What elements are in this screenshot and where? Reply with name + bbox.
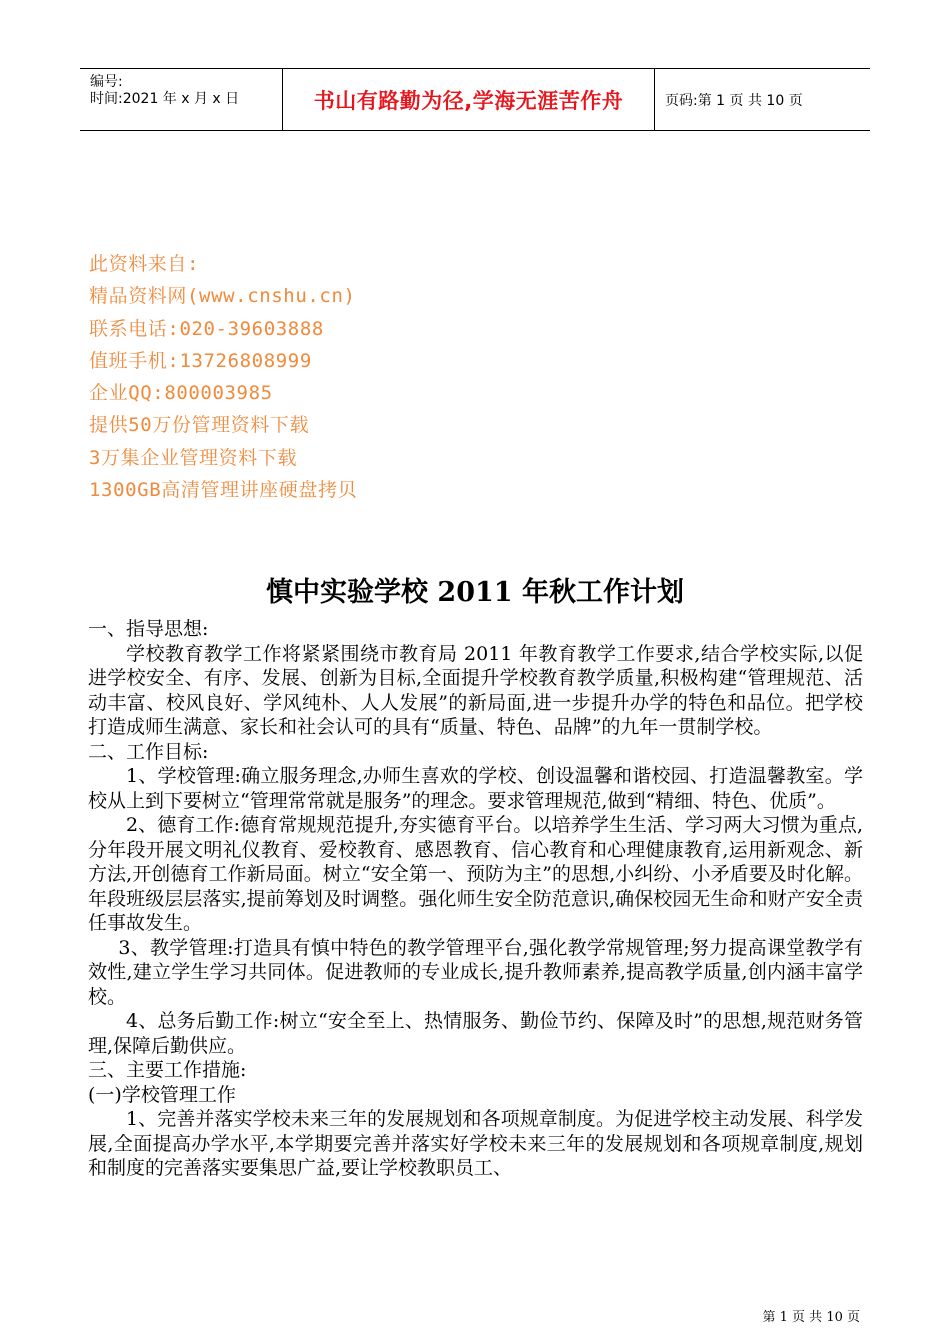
source-line: 3万集企业管理资料下载 <box>89 446 298 469</box>
source-line: 精品资料网(www.cnshu.cn) <box>89 285 356 308</box>
source-line: 值班手机:13726808999 <box>89 349 312 372</box>
document-title: 慎中实验学校 2011 年秋工作计划 <box>266 577 684 608</box>
source-line: 提供50万份管理资料下载 <box>89 414 310 437</box>
document-body <box>88 617 863 1181</box>
header-motto <box>282 69 655 130</box>
time-label: 时间:2021 年 x 月 x 日 <box>90 91 240 107</box>
page-footer: 第 1 页 共 10 页 <box>762 1310 860 1325</box>
paragraph: 学校教育教学工作将紧紧围绕市教育局 2011 年教育教学工作要求,结合学校实际,以促进学校安全、有序、发展、创新为目标,全面提升学校教育教学质量,积极构建“管理规范、活动丰富、校风良好、学风纯朴、人人发展”的新局面,进一步提升办学的特色和品位。把学校打造成师生满意、家长和社会认可的具有“质量、特色、品牌”的九年一贯制学校。 <box>88 642 863 738</box>
section-heading: 一、指导思想: <box>88 618 209 640</box>
header-page-info: 页码:第 1 页 共 10 页 <box>665 92 803 109</box>
paragraph: 1、完善并落实学校未来三年的发展规划和各项规章制度。为促进学校主动发展、科学发展,全面提高办学水平,本学期要完善并落实好学校未来三年的发展规划和各项规章制度,规划和制度的完善落实要集思广益,要让学校教职员工、 <box>88 1108 863 1179</box>
paragraph: 1、学校管理:确立服务理念,办师生喜欢的学校、创设温馨和谐校园、打造温馨教室。学校从上到下要树立“管理常常就是服务”的理念。要求管理规范,做到“精细、特色、优质”。 <box>88 765 863 812</box>
subsection-heading: (一)学校管理工作 <box>88 1083 236 1106</box>
motto-text: 书山有路勤为径,学海无涯苦作舟 <box>313 88 624 113</box>
source-line: 1300GB高清管理讲座硬盘拷贝 <box>89 479 358 502</box>
section-heading: 二、工作目标: <box>88 740 209 763</box>
header-meta <box>80 69 282 130</box>
source-line: 企业QQ:800003985 <box>89 382 273 405</box>
section-heading: 三、主要工作措施: <box>88 1059 247 1081</box>
page-header <box>80 68 870 131</box>
number-label: 编号: <box>90 74 123 90</box>
source-info-block <box>89 248 357 506</box>
paragraph: 4、总务后勤工作:树立“安全至上、热情服务、勤俭节约、保障及时”的思想,规范财务管理,保障后勤供应。 <box>88 1010 863 1057</box>
paragraph: 2、德育工作:德育常规规范提升,夯实德育平台。以培养学生生活、学习两大习惯为重点,分年段开展文明礼仪教育、爱校教育、感恩教育、信心教育和心理健康教育,运用新观念、新方法,开创德育工作新局面。树立“安全第一、预防为主”的思想,小纠纷、小矛盾要及时化解。年段班级层层落实,提前筹划及时调整。强化师生安全防范意识,确保校园无生命和财产安全责任事故发生。 <box>88 814 863 934</box>
source-line: 联系电话:020-39603888 <box>89 317 324 340</box>
paragraph: 3、教学管理:打造具有慎中特色的教学管理平台,强化教学常规管理;努力提高课堂教学有效性,建立学生学习共同体。促进教师的专业成长,提升教师素养,提高教学质量,创内涵丰富学校。 <box>88 936 863 1008</box>
source-line: 此资料来自: <box>89 253 200 275</box>
